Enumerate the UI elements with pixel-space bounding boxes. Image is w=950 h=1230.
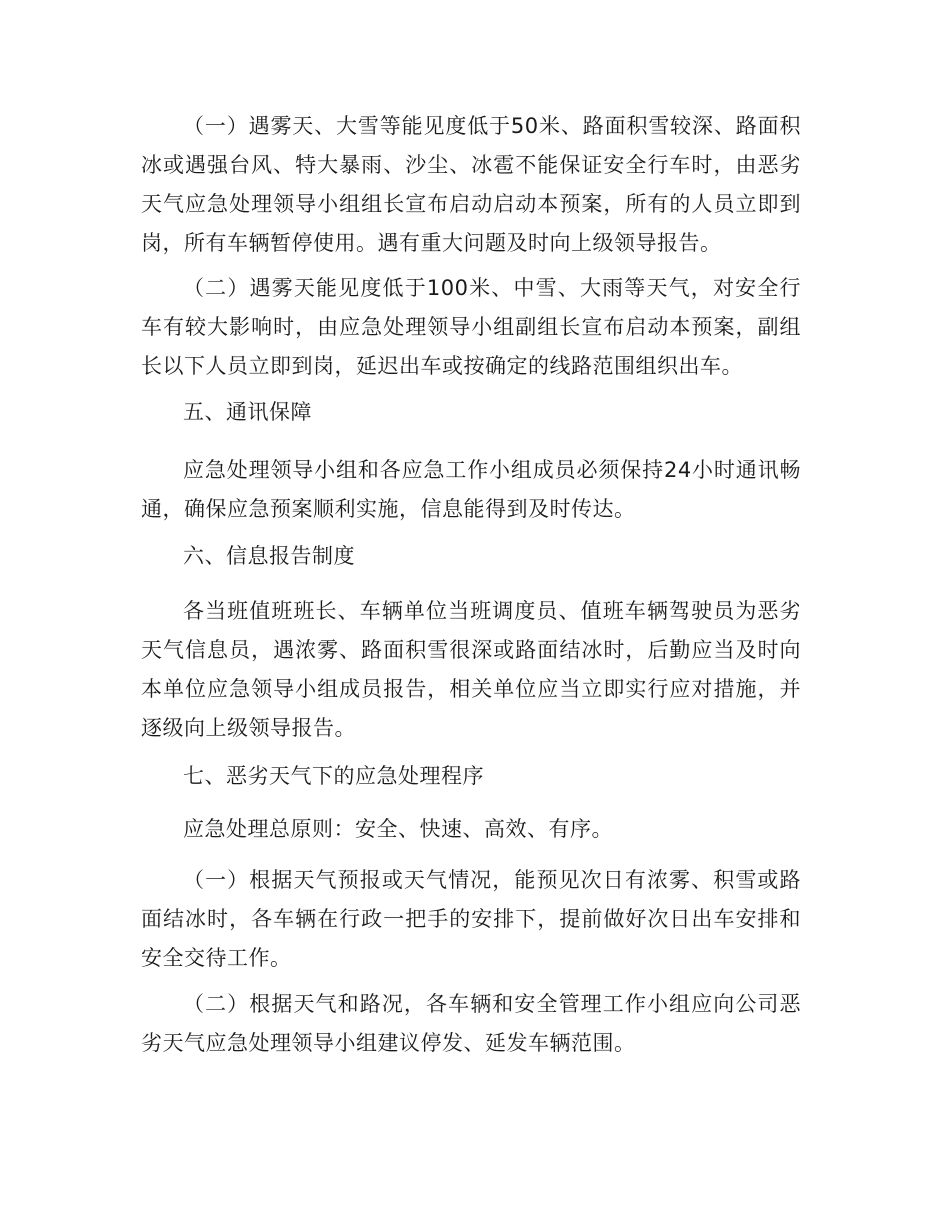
- paragraph-line: 通，确保应急预案顺利实施，信息能得到及时传达。: [141, 497, 636, 521]
- section-heading-7: 七、恶劣天气下的应急处理程序: [183, 764, 484, 788]
- paragraph-7: [141, 985, 801, 1063]
- paragraph-line: （一）遇雾天、大雪等能见度低于50米、路面积雪较深、路面积: [183, 114, 801, 138]
- paragraph-line: 天气应急处理领导小组组长宣布启动启动本预案，所有的人员立即到: [141, 192, 801, 216]
- paragraph-line: 车有较大影响时，由应急处理领导小组副组长宣布启动本预案，副组: [141, 315, 801, 339]
- paragraph-line: 长以下人员立即到岗，延迟出车或按确定的线路范围组织出车。: [141, 354, 743, 378]
- paragraph-line: 天气信息员，遇浓雾、路面积雪很深或路面结冰时，后勤应当及时向: [141, 638, 801, 662]
- paragraph-line: 各当班值班班长、车辆单位当班调度员、值班车辆驾驶员为恶劣: [183, 599, 801, 623]
- paragraph-line: （二）遇雾天能见度低于100米、中雪、大雨等天气，对安全行: [183, 276, 801, 300]
- paragraph-line: （一）根据天气预报或天气情况，能预见次日有浓雾、积雪或路: [183, 868, 801, 892]
- paragraph-4: [141, 592, 801, 748]
- section-heading-6: 六、信息报告制度: [183, 544, 355, 568]
- paragraph-6: [141, 861, 801, 978]
- paragraph-5: 应急处理总原则：安全、快速、高效、有序。: [183, 817, 613, 841]
- paragraph-line: 逐级向上级领导报告。: [141, 716, 356, 740]
- paragraph-1: [141, 107, 801, 263]
- paragraph-line: 应急处理领导小组和各应急工作小组成员必须保持24小时通讯畅: [183, 458, 801, 482]
- paragraph-2: [141, 269, 801, 386]
- paragraph-line: 面结冰时，各车辆在行政一把手的安排下，提前做好次日出车安排和: [141, 907, 801, 931]
- paragraph-line: 安全交待工作。: [141, 946, 292, 970]
- paragraph-line: （二）根据天气和路况，各车辆和安全管理工作小组应向公司恶: [183, 992, 801, 1016]
- paragraph-line: 冰或遇强台风、特大暴雨、沙尘、冰雹不能保证安全行车时，由恶劣: [141, 153, 801, 177]
- paragraph-line: 岗，所有车辆暂停使用。遇有重大问题及时向上级领导报告。: [141, 231, 722, 255]
- paragraph-line: 本单位应急领导小组成员报告，相关单位应当立即实行应对措施，并: [141, 677, 801, 701]
- paragraph-line: 劣天气应急处理领导小组建议停发、延发车辆范围。: [141, 1031, 636, 1055]
- section-heading-5: 五、通讯保障: [183, 400, 312, 424]
- paragraph-3: [141, 451, 801, 529]
